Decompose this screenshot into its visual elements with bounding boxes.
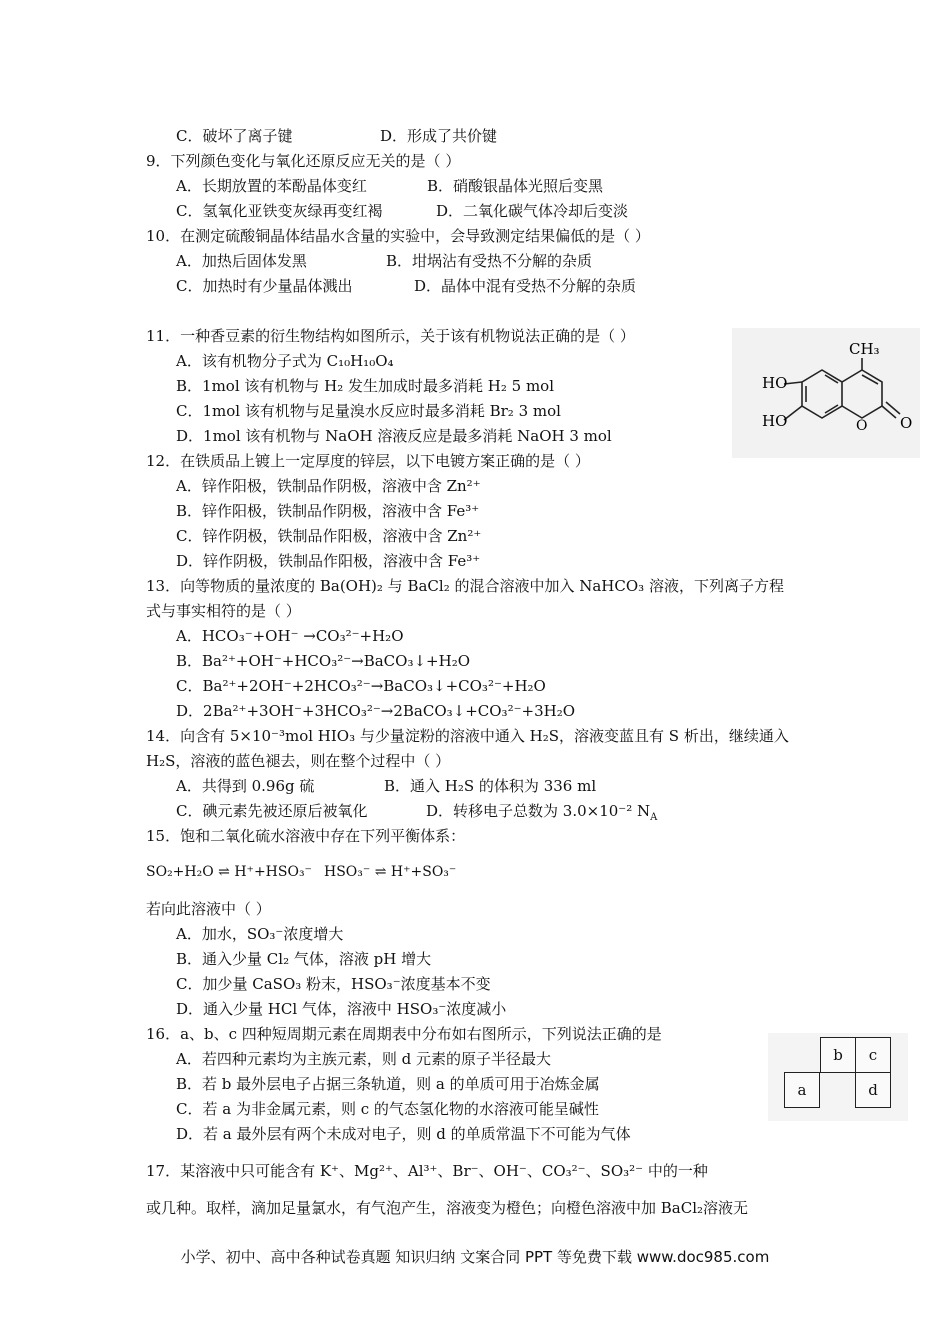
cell-b: b: [820, 1037, 856, 1073]
page-footer: 小学、初中、高中各种试卷真题 知识归纳 文案合同 PPT 等免费下载 www.doc985.com: [180, 1248, 770, 1266]
question-17: 17．某溶液中只可能含有 K⁺、Mg²⁺、Al³⁺、Br⁻、OH⁻、CO₃²⁻、SO₃²⁻ 中的一种: [146, 1162, 708, 1180]
question-13-cont: 式与事实相符的是（ ）: [146, 602, 301, 620]
q10-option-c: C．加热时有少量晶体溅出: [176, 277, 353, 295]
q14-option-d-subscript: A: [650, 812, 658, 823]
question-11: 11．一种香豆素的衍生物结构如图所示，关于该有机物说法正确的是（ ）: [146, 327, 635, 345]
question-16: 16．a、b、c 四种短周期元素在周期表中分布如右图所示，下列说法正确的是: [146, 1025, 662, 1043]
q16-option-a: A．若四种元素均为主族元素，则 d 元素的原子半径最大: [176, 1050, 551, 1068]
q16-option-b: B．若 b 最外层电子占据三条轨道，则 a 的单质可用于冶炼金属: [176, 1075, 600, 1093]
q15-option-b: B．通入少量 Cl₂ 气体，溶液 pH 增大: [176, 950, 432, 968]
q12-option-b: B．锌作阳极，铁制品作阴极，溶液中含 Fe³⁺: [176, 502, 480, 520]
q13-option-c: C．Ba²⁺+2OH⁻+2HCO₃²⁻→BaCO₃↓+CO₃²⁻+H₂O: [176, 677, 546, 695]
question-9: 9．下列颜色变化与氧化还原反应无关的是（ ）: [146, 152, 461, 170]
question-14-cont: H₂S，溶液的蓝色褪去，则在整个过程中（ ）: [146, 752, 451, 770]
carbonyl-oxygen-label: O: [900, 414, 913, 432]
q16-option-c: C．若 a 为非金属元素，则 c 的气态氢化物的水溶液可能呈碱性: [176, 1100, 599, 1118]
q13-option-b: B．Ba²⁺+OH⁻+HCO₃²⁻→BaCO₃↓+H₂O: [176, 652, 471, 670]
q9-option-a: A．长期放置的苯酚晶体变红: [176, 177, 367, 195]
q11-option-b: B．1mol 该有机物与 H₂ 发生加成时最多消耗 H₂ 5 mol: [176, 377, 555, 395]
q12-option-c: C．锌作阴极，铁制品作阳极，溶液中含 Zn²⁺: [176, 527, 482, 545]
q14-option-a: A．共得到 0.96g 硫: [176, 777, 315, 795]
q13-option-d: D．2Ba²⁺+3OH⁻+3HCO₃²⁻→2BaCO₃↓+CO₃²⁻+3H₂O: [176, 702, 576, 720]
ho-label-top: HO: [762, 374, 788, 392]
option-d: D．形成了共价键: [380, 127, 498, 145]
q10-option-a: A．加热后固体发黑: [176, 252, 307, 270]
q15-option-d: D．通入少量 HCl 气体，溶液中 HSO₃⁻浓度减小: [176, 1000, 507, 1018]
ring-oxygen-label: O: [856, 418, 868, 434]
cell-c: c: [855, 1037, 891, 1073]
q14-option-d-text: D．转移电子总数为 3.0×10⁻² N: [426, 802, 651, 820]
q11-option-a: A．该有机物分子式为 C₁₀H₁₀O₄: [176, 352, 394, 370]
q9-option-d: D．二氧化碳气体冷却后变淡: [436, 202, 629, 220]
q14-option-c: C．碘元素先被还原后被氧化: [176, 802, 368, 820]
q9-option-c: C．氢氧化亚铁变灰绿再变红褐: [176, 202, 383, 220]
q16-option-d: D．若 a 最外层有两个未成对电子，则 d 的单质常温下不可能为气体: [176, 1125, 631, 1143]
q15-option-c: C．加少量 CaSO₃ 粉末，HSO₃⁻浓度基本不变: [176, 975, 491, 993]
q15-option-a: A．加水，SO₃⁻浓度增大: [176, 925, 344, 943]
ho-label-bottom: HO: [762, 412, 788, 430]
q12-option-a: A．锌作阳极，铁制品作阴极，溶液中含 Zn²⁺: [176, 477, 481, 495]
question-15-prompt: 若向此溶液中（ ）: [146, 900, 271, 918]
question-12: 12．在铁质品上镀上一定厚度的锌层，以下电镀方案正确的是（ ）: [146, 452, 590, 470]
equilibrium-2: HSO₃⁻ ⇌ H⁺+SO₃⁻: [324, 864, 457, 880]
periodic-table-fragment: [768, 1033, 908, 1121]
equilibrium-1: SO₂+H₂O ⇌ H⁺+HSO₃⁻: [146, 864, 312, 880]
question-14: 14．向含有 5×10⁻³mol HIO₃ 与少量淀粉的溶液中通入 H₂S，溶液变蓝且有 S 析出，继续通入: [146, 727, 789, 745]
q13-option-a: A．HCO₃⁻+OH⁻ →CO₃²⁻+H₂O: [176, 627, 404, 645]
cell-a: a: [784, 1072, 820, 1108]
question-15: 15．饱和二氧化硫水溶液中存在下列平衡体系：: [146, 827, 466, 845]
question-13: 13．向等物质的量浓度的 Ba(OH)₂ 与 BaCl₂ 的混合溶液中加入 NaHCO₃ 溶液，下列离子方程: [146, 577, 784, 595]
option-c: C．破坏了离子键: [176, 127, 293, 145]
q9-option-b: B．硝酸银晶体光照后变黑: [427, 177, 604, 195]
q11-option-c: C．1mol 该有机物与足量溴水反应时最多消耗 Br₂ 3 mol: [176, 402, 561, 420]
question-10: 10．在测定硫酸铜晶体结晶水含量的实验中，会导致测定结果偏低的是（ ）: [146, 227, 650, 245]
ch3-label: CH₃: [849, 340, 880, 358]
q14-option-d: [426, 801, 657, 828]
coumarin-structure-figure: [732, 328, 920, 458]
q12-option-d: D．锌作阴极，铁制品作阳极，溶液中含 Fe³⁺: [176, 552, 481, 570]
question-17-cont: 或几种。取样，滴加足量氯水，有气泡产生，溶液变为橙色；向橙色溶液中加 BaCl₂溶液无: [146, 1199, 749, 1217]
q10-option-d: D．晶体中混有受热不分解的杂质: [414, 277, 637, 295]
q11-option-d: D．1mol 该有机物与 NaOH 溶液反应是最多消耗 NaOH 3 mol: [176, 427, 612, 445]
q10-option-b: B．坩埚沾有受热不分解的杂质: [386, 252, 593, 270]
q14-option-b: B．通入 H₂S 的体积为 336 ml: [384, 777, 597, 795]
coumarin-structure-drawing: [732, 328, 920, 458]
cell-d: d: [855, 1072, 891, 1108]
